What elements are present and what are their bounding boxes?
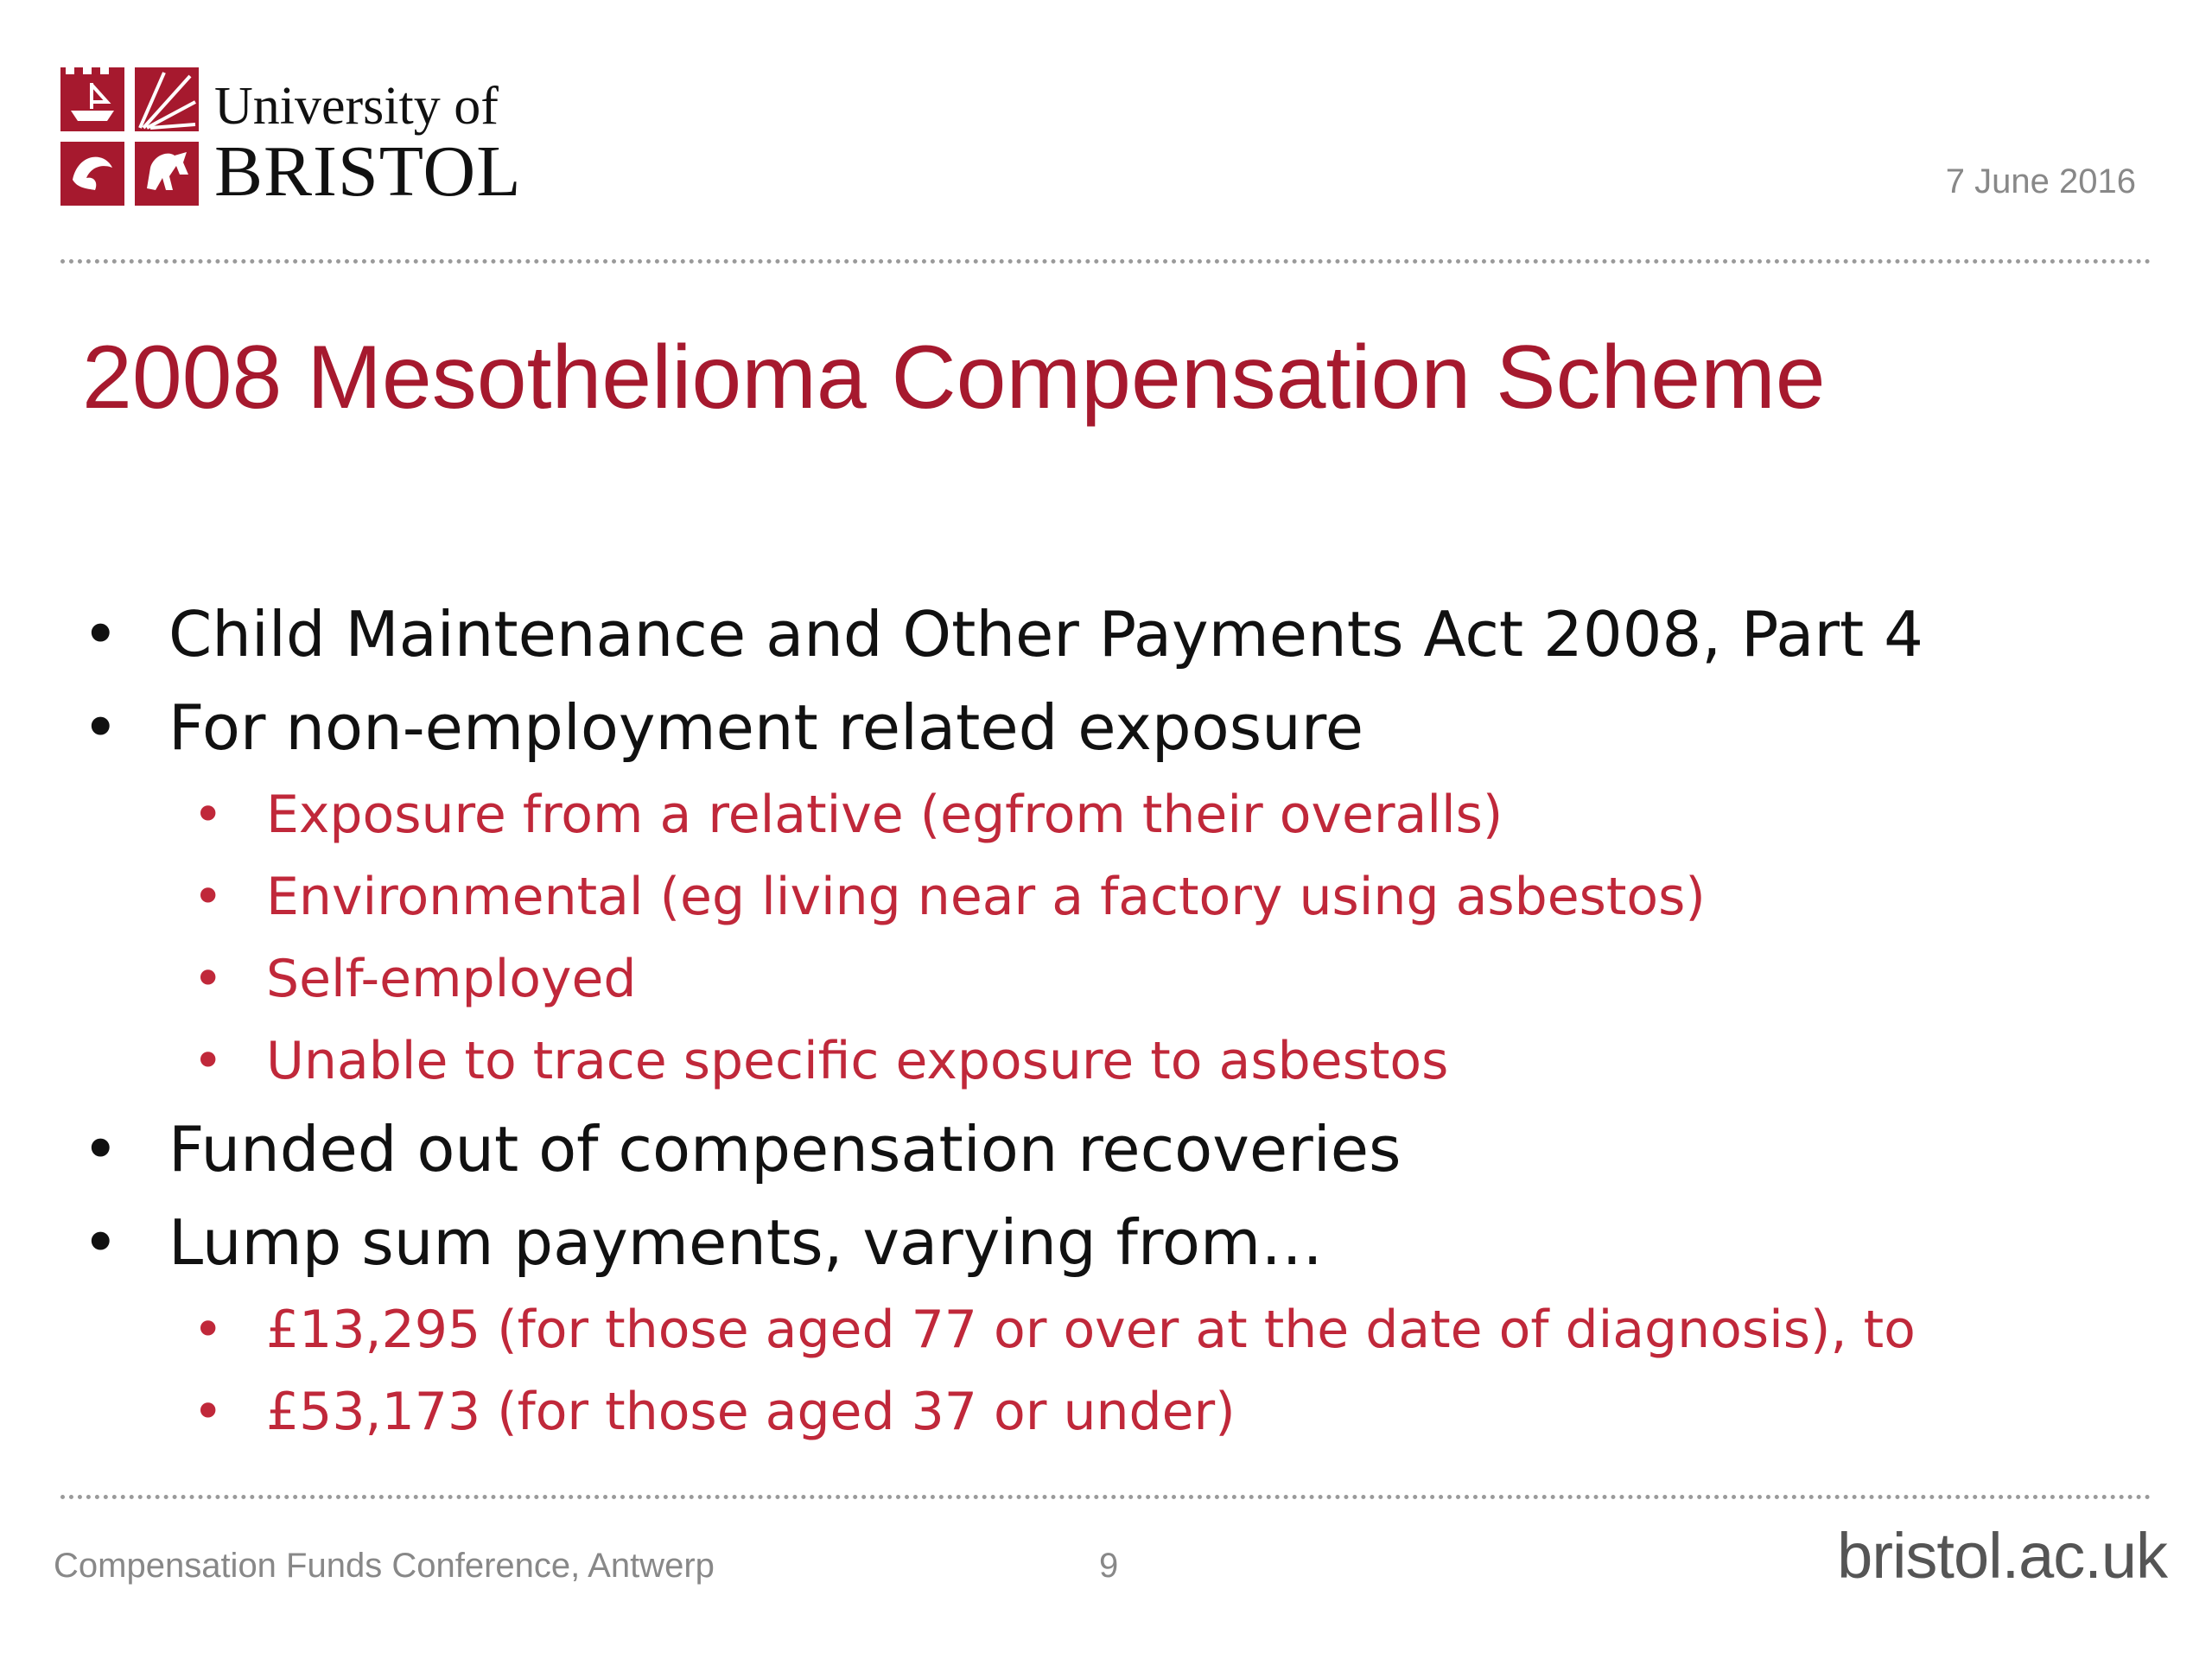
- website-url: bristol.ac.uk: [1837, 1520, 2167, 1592]
- bullet-item: • Child Maintenance and Other Payments Act 2008, Part 4: [82, 588, 2156, 681]
- logo-wordmark: [214, 77, 522, 212]
- sub-bullet-item: • Unable to trace specific exposure to asbestos: [82, 1020, 2156, 1103]
- header-divider: [60, 259, 2152, 264]
- conference-name: Compensation Funds Conference, Antwerp: [54, 1547, 715, 1585]
- sub-bullet-item: • Environmental (eg living near a factory using asbestos): [82, 856, 2156, 938]
- sub-bullet-item: • Exposure from a relative (egfrom their overalls): [82, 774, 2156, 856]
- logo-line-university-of: University of: [214, 77, 499, 136]
- page-number: 9: [1099, 1547, 1119, 1585]
- slide-title: 2008 Mesothelioma Compensation Scheme: [82, 327, 1826, 428]
- bullet-item: • Lump sum payments, varying from…: [82, 1196, 2156, 1289]
- bullet-item: • For non-employment related exposure: [82, 681, 2156, 774]
- bristol-crest-icon: [60, 67, 199, 206]
- slide-date: 7 June 2016: [1945, 162, 2136, 200]
- bullet-list: [82, 588, 2156, 1453]
- university-logo: [60, 67, 544, 213]
- footer-divider: [60, 1495, 2152, 1499]
- sub-bullet-item: • Self-employed: [82, 938, 2156, 1020]
- bullet-item: • Funded out of compensation recoveries: [82, 1103, 2156, 1196]
- sub-bullet-item: • £53,173 (for those aged 37 or under): [82, 1371, 2156, 1453]
- logo-line-bristol: BRISTOL: [214, 131, 522, 212]
- sub-bullet-item: • £13,295 (for those aged 77 or over at the date of diagnosis), to: [82, 1289, 2156, 1371]
